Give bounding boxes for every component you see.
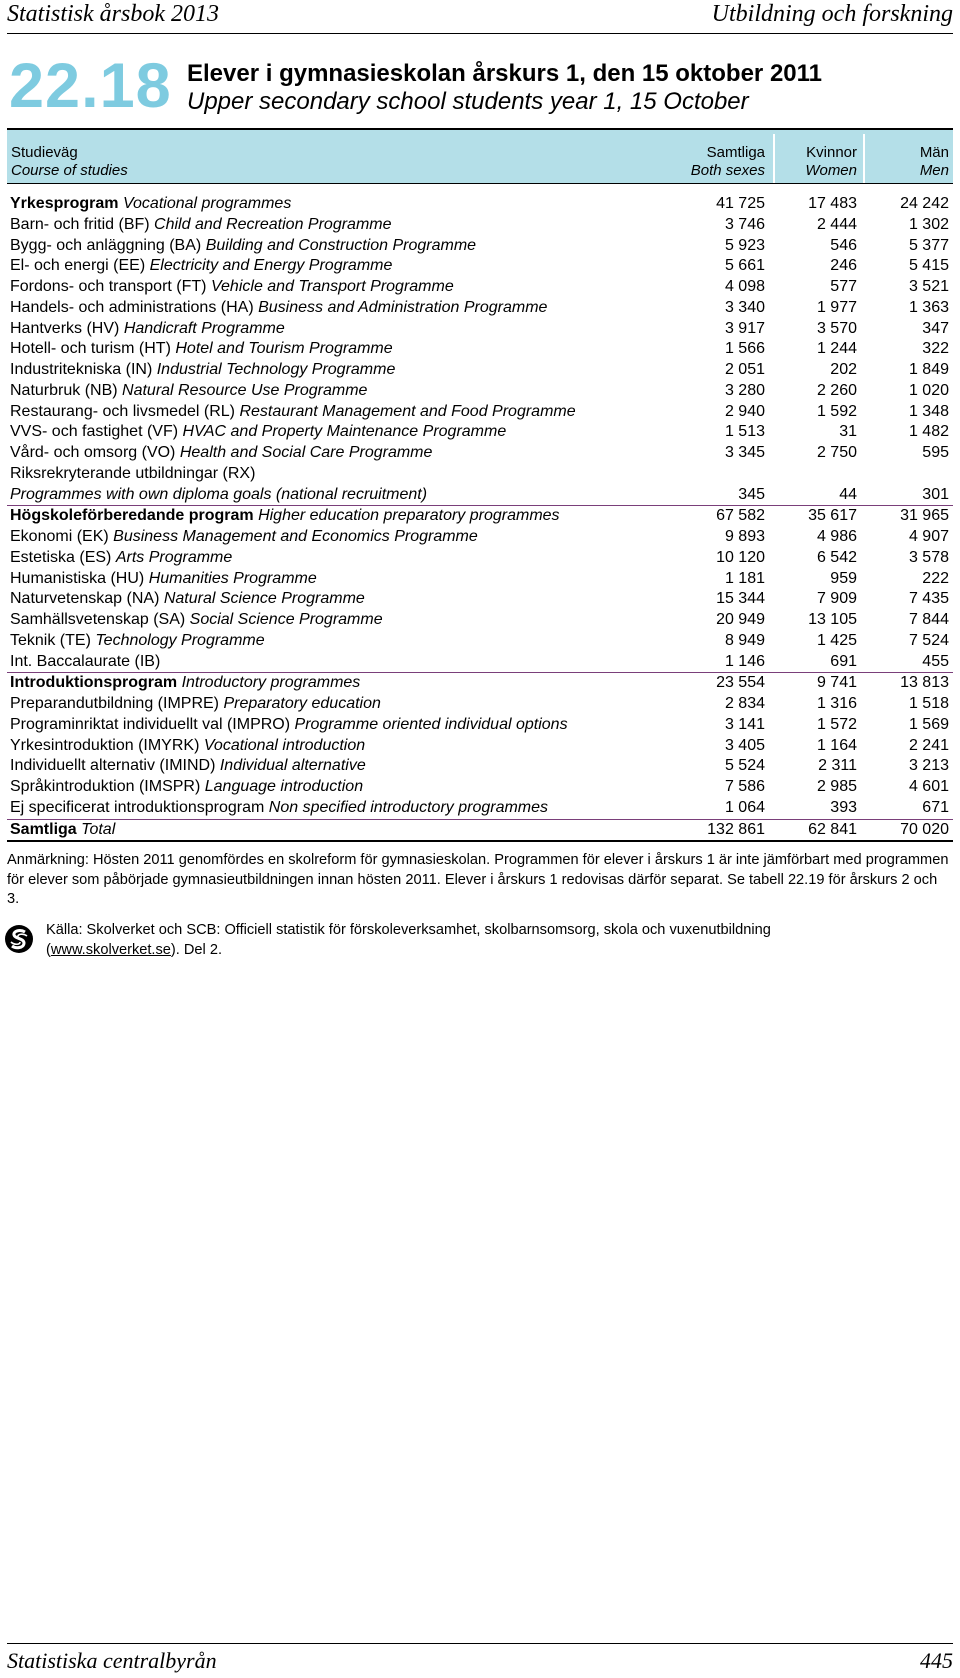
row-label <box>10 402 576 423</box>
row-label-sv: Naturvetenskap (NA) <box>10 590 160 608</box>
row-label-sv: Bygg- och anläggning (BA) <box>10 236 202 254</box>
row-label-sv: Introduktionsprogram <box>10 674 178 692</box>
cell-women: 2 311 <box>818 757 857 775</box>
row-label-en: HVAC and Property Maintenance Programme <box>182 423 507 441</box>
row-label-en: Introductory programmes <box>181 674 361 692</box>
cell-men: 4 601 <box>908 778 949 795</box>
cell-women: 1 425 <box>816 631 857 649</box>
cell-men: 347 <box>922 319 949 337</box>
row-label-en: Electricity and Energy Programme <box>149 257 393 275</box>
row-label-sv: Högskoleförberedande program <box>10 507 254 525</box>
row-label-en: Individual alternative <box>219 757 366 775</box>
table-row <box>7 694 953 715</box>
row-label-sv: Int. Baccalaurate (IB) <box>10 652 161 670</box>
table-row <box>7 194 953 215</box>
row-label-en: Programmes with own diploma goals (national recruitment) <box>10 485 428 503</box>
col-course-en: Course of studies <box>11 162 128 179</box>
table-row <box>7 548 953 569</box>
cell-women: 9 741 <box>816 674 857 692</box>
table-title-sv: Elever i gymnasieskolan årskurs 1, den 15 oktober 2011 <box>187 60 823 87</box>
row-label-en: Hotel and Tourism Programme <box>175 340 393 358</box>
footer-publisher: Statistiska centralbyrån <box>7 1648 217 1673</box>
row-label-en: Technology Programme <box>95 631 265 649</box>
row-label-en: Arts Programme <box>115 548 233 566</box>
cell-men: 7 524 <box>908 631 949 649</box>
row-label-sv: VVS- och fastighet (VF) <box>10 423 179 441</box>
cell-women: 1 977 <box>816 298 857 316</box>
row-label-en: Child and Recreation Programme <box>154 215 392 233</box>
cell-men: 5 415 <box>908 257 949 275</box>
running-head-right: Utbildning och forskning <box>711 1 953 27</box>
table-row <box>7 236 953 257</box>
table-title-en: Upper secondary school students year 1, 15 October <box>187 88 749 115</box>
row-label-en: Restaurant Management and Food Programme <box>239 402 576 420</box>
cell-men: 455 <box>922 652 949 670</box>
cell-women: 577 <box>830 278 857 295</box>
cell-both: 41 725 <box>716 195 765 212</box>
row-label <box>10 527 478 548</box>
source-paren: ( <box>46 941 51 958</box>
row-label-en: Social Science Programme <box>189 611 383 628</box>
row-label-en: Business and Administration Programme <box>258 298 548 316</box>
table-row <box>7 485 953 507</box>
row-label-en: Industrial Technology Programme <box>156 361 396 378</box>
table-header <box>7 128 953 184</box>
col-women-sv: Kvinnor <box>806 144 857 161</box>
table-row <box>7 360 953 381</box>
cell-women: 7 909 <box>816 590 857 608</box>
row-label-en: Non specified introductory programmes <box>268 798 549 816</box>
table-row <box>7 715 953 736</box>
row-label-sv: Hantverks (HV) <box>10 319 120 337</box>
table-row <box>7 736 953 757</box>
row-label <box>10 506 560 527</box>
cell-both: 132 861 <box>707 820 765 838</box>
cell-women: 246 <box>830 257 857 275</box>
cell-both: 1 064 <box>724 798 765 816</box>
cell-women: 31 <box>839 423 857 441</box>
cell-both: 1 513 <box>724 423 765 441</box>
row-label-sv: Yrkesintroduktion (IMYRK) <box>10 736 200 754</box>
row-label-sv: Hotell- och turism (HT) <box>10 340 171 358</box>
col-course-sv: Studieväg <box>11 144 78 161</box>
source-text: Källa: Skolverket och SCB: Officiell statistik för förskoleverksamhet, skolbarnsomsorg, skola och vuxenutbildning <box>46 922 771 938</box>
cell-men: 1 302 <box>908 215 949 233</box>
cell-women: 1 244 <box>816 340 857 358</box>
row-label <box>10 820 115 841</box>
row-label <box>10 256 392 277</box>
row-label-sv: Ekonomi (EK) <box>10 528 109 545</box>
col-both-en: Both sexes <box>690 162 765 179</box>
source-link[interactable]: www.skolverket.se <box>50 941 171 958</box>
row-label <box>10 548 232 569</box>
cell-women: 546 <box>830 236 857 254</box>
cell-men: 1 348 <box>908 402 949 420</box>
row-label-en: Vehicle and Transport Programme <box>210 278 454 295</box>
cell-both: 8 949 <box>724 631 765 649</box>
table-row <box>7 820 953 843</box>
cell-men: 7 435 <box>908 590 949 608</box>
cell-women: 13 105 <box>808 611 857 628</box>
page-number: 445 <box>920 1648 953 1673</box>
row-label <box>10 589 365 610</box>
row-label <box>10 443 432 464</box>
row-label-en: Health and Social Care Programme <box>179 444 433 461</box>
table-row <box>7 339 953 360</box>
cell-women: 44 <box>839 485 857 503</box>
cell-women: 6 542 <box>816 548 857 566</box>
cell-men: 1 569 <box>908 715 949 733</box>
cell-both: 345 <box>738 485 765 503</box>
row-label <box>10 194 291 215</box>
cell-both: 23 554 <box>716 674 765 692</box>
row-label-en: Natural Resource Use Programme <box>122 381 368 399</box>
table-row <box>7 277 953 298</box>
col-women-en: Women <box>805 162 857 179</box>
row-label <box>10 652 160 673</box>
row-label <box>10 464 255 485</box>
row-label <box>10 610 383 631</box>
cell-women: 1 164 <box>816 736 857 754</box>
table-row <box>7 319 953 340</box>
table-row <box>7 298 953 319</box>
table-row <box>7 569 953 590</box>
table-row <box>7 673 953 694</box>
table-row <box>7 443 953 464</box>
cell-both: 2 940 <box>724 402 765 420</box>
row-label <box>10 673 360 694</box>
row-label <box>10 298 547 319</box>
cell-men: 322 <box>922 340 949 358</box>
row-label <box>10 215 392 236</box>
table-row <box>7 381 953 402</box>
row-label-sv: Estetiska (ES) <box>10 548 112 566</box>
row-label-sv: Naturbruk (NB) <box>10 381 118 399</box>
table-row <box>7 402 953 423</box>
cell-women: 393 <box>830 798 857 816</box>
row-label-sv: Restaurang- och livsmedel (RL) <box>10 402 235 420</box>
table-row <box>7 589 953 610</box>
col-both-sv: Samtliga <box>706 144 765 161</box>
cell-men: 1 363 <box>908 298 949 316</box>
cell-women: 62 841 <box>808 820 857 838</box>
table-row <box>7 422 953 443</box>
row-label <box>10 569 317 590</box>
row-label-sv: Handels- och administrations (HA) <box>10 298 254 316</box>
table-number: 22.18 <box>9 51 172 121</box>
row-label-sv: Individuellt alternativ (IMIND) <box>10 757 216 775</box>
cell-women: 1 316 <box>816 695 857 712</box>
row-label-sv: Teknik (TE) <box>10 631 91 649</box>
cell-men: 1 518 <box>908 695 949 712</box>
row-label <box>10 360 395 381</box>
cell-both: 9 893 <box>724 528 765 545</box>
row-label <box>10 694 381 715</box>
cell-men: 31 965 <box>900 507 949 525</box>
cell-men: 3 521 <box>908 278 949 295</box>
cell-women: 3 570 <box>816 319 857 337</box>
cell-women: 202 <box>830 361 857 378</box>
cell-both: 15 344 <box>716 590 765 608</box>
row-label-en: Handicraft Programme <box>123 319 285 337</box>
cell-both: 5 923 <box>724 236 765 254</box>
cell-men: 7 844 <box>908 611 949 628</box>
row-label-en: Natural Science Programme <box>163 590 365 608</box>
cell-both: 10 120 <box>716 548 765 566</box>
col-men-en: Men <box>919 162 949 179</box>
table-title-block <box>7 48 953 128</box>
row-label-sv: Riksrekryterande utbildningar (RX) <box>10 464 256 482</box>
table-row <box>7 756 953 777</box>
cell-men: 222 <box>922 569 949 587</box>
cell-both: 3 141 <box>724 715 765 733</box>
cell-both: 5 661 <box>724 257 765 275</box>
row-label-sv: Ej specificerat introduktionsprogram <box>10 798 265 816</box>
cell-men: 70 020 <box>900 820 949 838</box>
row-label <box>10 319 285 340</box>
cell-both: 2 834 <box>724 695 765 712</box>
table-row <box>7 256 953 277</box>
row-label-en: Total <box>81 820 116 838</box>
cell-both: 67 582 <box>716 507 765 525</box>
row-label <box>10 777 363 798</box>
row-label-sv: Vård- och omsorg (VO) <box>10 444 176 461</box>
cell-both: 1 181 <box>724 569 765 587</box>
row-label <box>10 756 366 777</box>
cell-women: 35 617 <box>808 507 857 525</box>
cell-women: 2 750 <box>816 444 857 461</box>
cell-men: 3 213 <box>908 757 949 775</box>
running-head <box>7 0 953 34</box>
cell-men: 4 907 <box>908 528 949 545</box>
row-label-en: Vocational programmes <box>122 195 292 212</box>
cell-both: 3 746 <box>724 215 765 233</box>
table-body <box>7 194 953 842</box>
row-label-sv: El- och energi (EE) <box>10 257 146 275</box>
row-label-sv: Samtliga <box>10 820 77 838</box>
scb-logo-icon <box>4 924 34 954</box>
cell-both: 1 566 <box>724 340 765 358</box>
cell-men: 301 <box>922 485 949 503</box>
table-row <box>7 631 953 652</box>
cell-women: 1 572 <box>816 715 857 733</box>
row-label <box>10 798 548 819</box>
cell-both: 3 917 <box>724 319 765 337</box>
cell-men: 13 813 <box>900 674 949 692</box>
row-label-sv: Industritekniska (IN) <box>10 361 153 378</box>
row-label-sv: Språkintroduktion (IMSPR) <box>10 778 201 795</box>
row-label <box>10 422 506 443</box>
cell-both: 2 051 <box>724 361 765 378</box>
cell-both: 1 146 <box>724 652 765 670</box>
row-label-en: Vocational introduction <box>203 736 366 754</box>
row-label-sv: Yrkesprogram <box>10 195 119 212</box>
cell-both: 3 405 <box>724 736 765 754</box>
table-row <box>7 798 953 820</box>
table-row <box>7 506 953 527</box>
cell-men: 2 241 <box>908 736 949 754</box>
row-label <box>10 485 427 506</box>
row-label-en: Humanities Programme <box>148 569 317 587</box>
table-note: Anmärkning: Hösten 2011 genomfördes en skolreform för gymnasieskolan. Programmen för elever i årskurs 1 är inte jämförbart med programmen för elever som påbörjade gymnasieutbildningen innan hösten 2011. Elever i årskurs 1 redovisas därför separat. Se tabell 22.19 för årskurs 2 och 3. <box>7 852 949 907</box>
table-row <box>7 777 953 798</box>
row-label <box>10 736 365 757</box>
cell-both: 3 345 <box>724 444 765 461</box>
row-label <box>10 381 367 402</box>
table-row <box>7 527 953 548</box>
table-row <box>7 215 953 236</box>
cell-both: 7 586 <box>724 778 765 795</box>
cell-women: 1 592 <box>816 402 857 420</box>
running-head-left: Statistisk årsbok 2013 <box>7 1 220 27</box>
cell-women: 2 444 <box>816 215 857 233</box>
cell-both: 3 280 <box>724 381 765 399</box>
cell-women: 2 985 <box>816 778 857 795</box>
source-tail: ). Del 2. <box>170 941 222 958</box>
row-label-en: Preparatory education <box>223 695 381 712</box>
cell-women: 2 260 <box>816 381 857 399</box>
cell-men: 24 242 <box>900 195 949 212</box>
cell-women: 17 483 <box>808 195 857 212</box>
row-label-sv: Preparandutbildning (IMPRE) <box>10 695 219 712</box>
cell-men: 3 578 <box>908 548 949 566</box>
cell-women: 4 986 <box>816 528 857 545</box>
col-men-sv: Män <box>919 144 949 161</box>
row-label-sv: Barn- och fritid (BF) <box>10 215 150 233</box>
row-label-sv: Samhällsvetenskap (SA) <box>10 611 186 628</box>
table-row <box>7 610 953 631</box>
cell-men: 1 020 <box>908 381 949 399</box>
cell-men: 1 849 <box>908 361 949 378</box>
cell-both: 4 098 <box>724 278 765 295</box>
row-label-sv: Fordons- och transport (FT) <box>10 278 207 295</box>
row-label-en: Higher education preparatory programmes <box>258 507 560 525</box>
row-label <box>10 339 393 360</box>
row-label <box>10 236 476 257</box>
row-label-en: Building and Construction Programme <box>205 236 477 254</box>
row-label-sv: Humanistiska (HU) <box>10 569 145 587</box>
table-row <box>7 464 953 485</box>
cell-men: 595 <box>922 444 949 461</box>
row-label-en: Language introduction <box>204 778 364 795</box>
cell-men: 5 377 <box>908 236 949 254</box>
row-label-sv: Programinriktat individuellt val (IMPRO) <box>10 715 291 733</box>
cell-men: 1 482 <box>908 423 949 441</box>
row-label <box>10 277 454 298</box>
cell-both: 5 524 <box>724 757 765 775</box>
cell-women: 959 <box>830 569 857 587</box>
cell-both: 20 949 <box>716 611 765 628</box>
table-row <box>7 652 953 674</box>
page-footer <box>7 1643 953 1674</box>
row-label <box>10 631 265 652</box>
cell-both: 3 340 <box>724 298 765 316</box>
table-source <box>46 921 946 960</box>
cell-men: 671 <box>922 798 949 816</box>
row-label <box>10 715 568 736</box>
row-label-en: Programme oriented individual options <box>294 715 568 733</box>
cell-women: 691 <box>830 652 857 670</box>
row-label-en: Business Management and Economics Programme <box>113 528 478 545</box>
